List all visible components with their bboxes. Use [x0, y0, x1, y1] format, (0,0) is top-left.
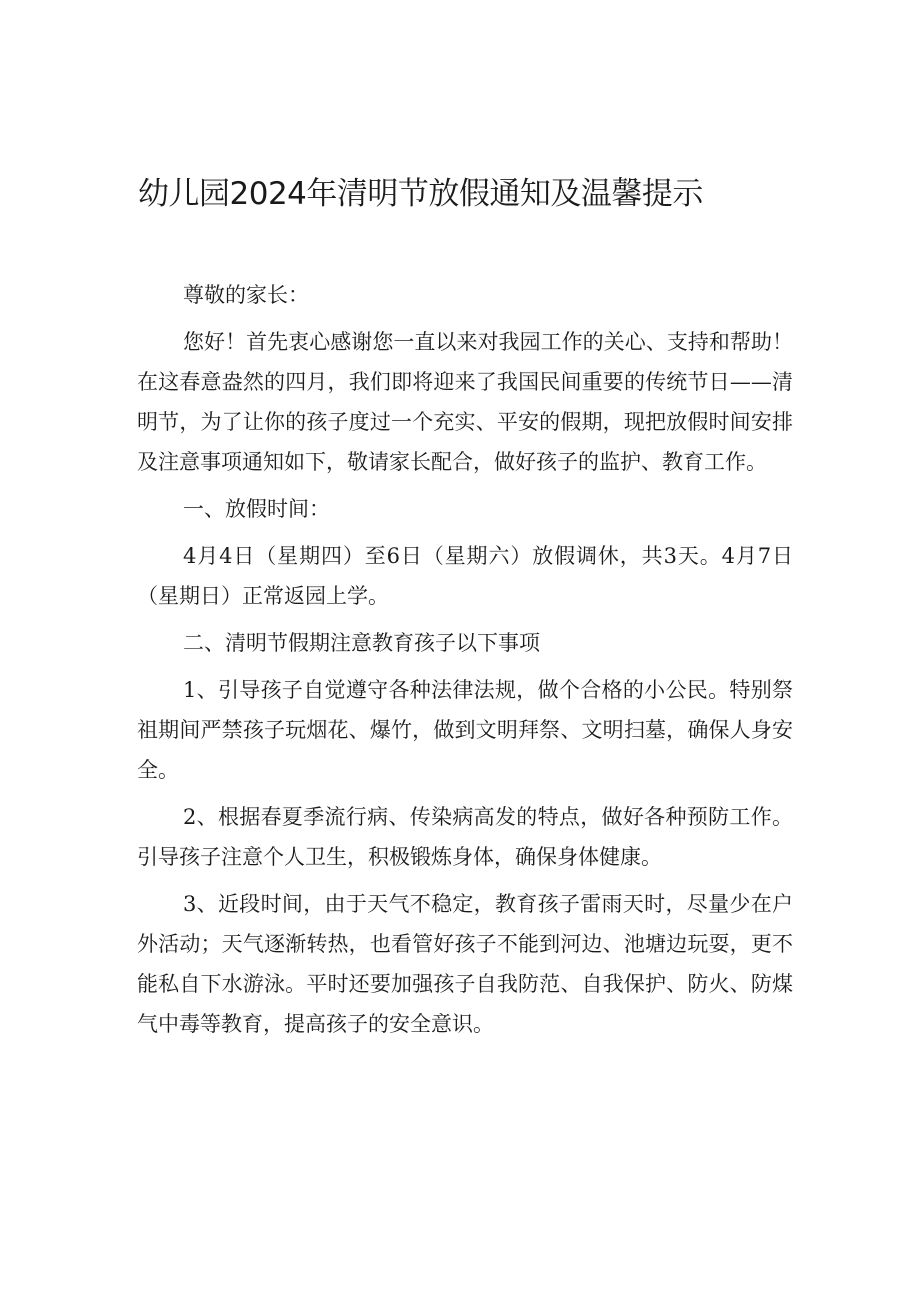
section-heading-holiday-time: 一、放假时间： — [183, 497, 330, 521]
greeting: 尊敬的家长： — [183, 283, 309, 307]
section-heading-notes: 二、清明节假期注意教育孩子以下事项 — [183, 631, 540, 655]
notes-item-1: 1、引导孩子自觉遵守各种法律法规，做个合格的小公民。特别祭祖期间严禁孩子玩烟花、爆竹，做到文明拜祭、文明扫墓，确保人身安全。 — [137, 678, 793, 782]
notes-item-3: 3、近段时间，由于天气不稳定，教育孩子雷雨天时，尽量少在户外活动；天气逐渐转热，也看管好孩子不能到河边、池塘边玩耍，更不能私自下水游泳。平时还要加强孩子自我防范、自我保护、防火、防煤气中毒等教育，提高孩子的安全意识。 — [137, 892, 793, 1036]
intro-paragraph: 您好！首先衷心感谢您一直以来对我园工作的关心、支持和帮助！在这春意盎然的四月，我们即将迎来了我国民间重要的传统节日——清明节，为了让你的孩子度过一个充实、平安的假期，现把放假时间安排及注意事项通知如下，敬请家长配合，做好孩子的监护、教育工作。 — [137, 330, 793, 474]
holiday-time-paragraph: 4月4日（星期四）至6日（星期六）放假调休，共3天。4月7日（星期日）正常返园上学。 — [137, 544, 793, 608]
document-title: 幼儿园2024年清明节放假通知及温馨提示 — [138, 176, 703, 212]
document-body — [137, 275, 793, 1051]
notes-item-2: 2、根据春夏季流行病、传染病高发的特点，做好各种预防工作。引导孩子注意个人卫生，积极锻炼身体，确保身体健康。 — [137, 805, 793, 869]
